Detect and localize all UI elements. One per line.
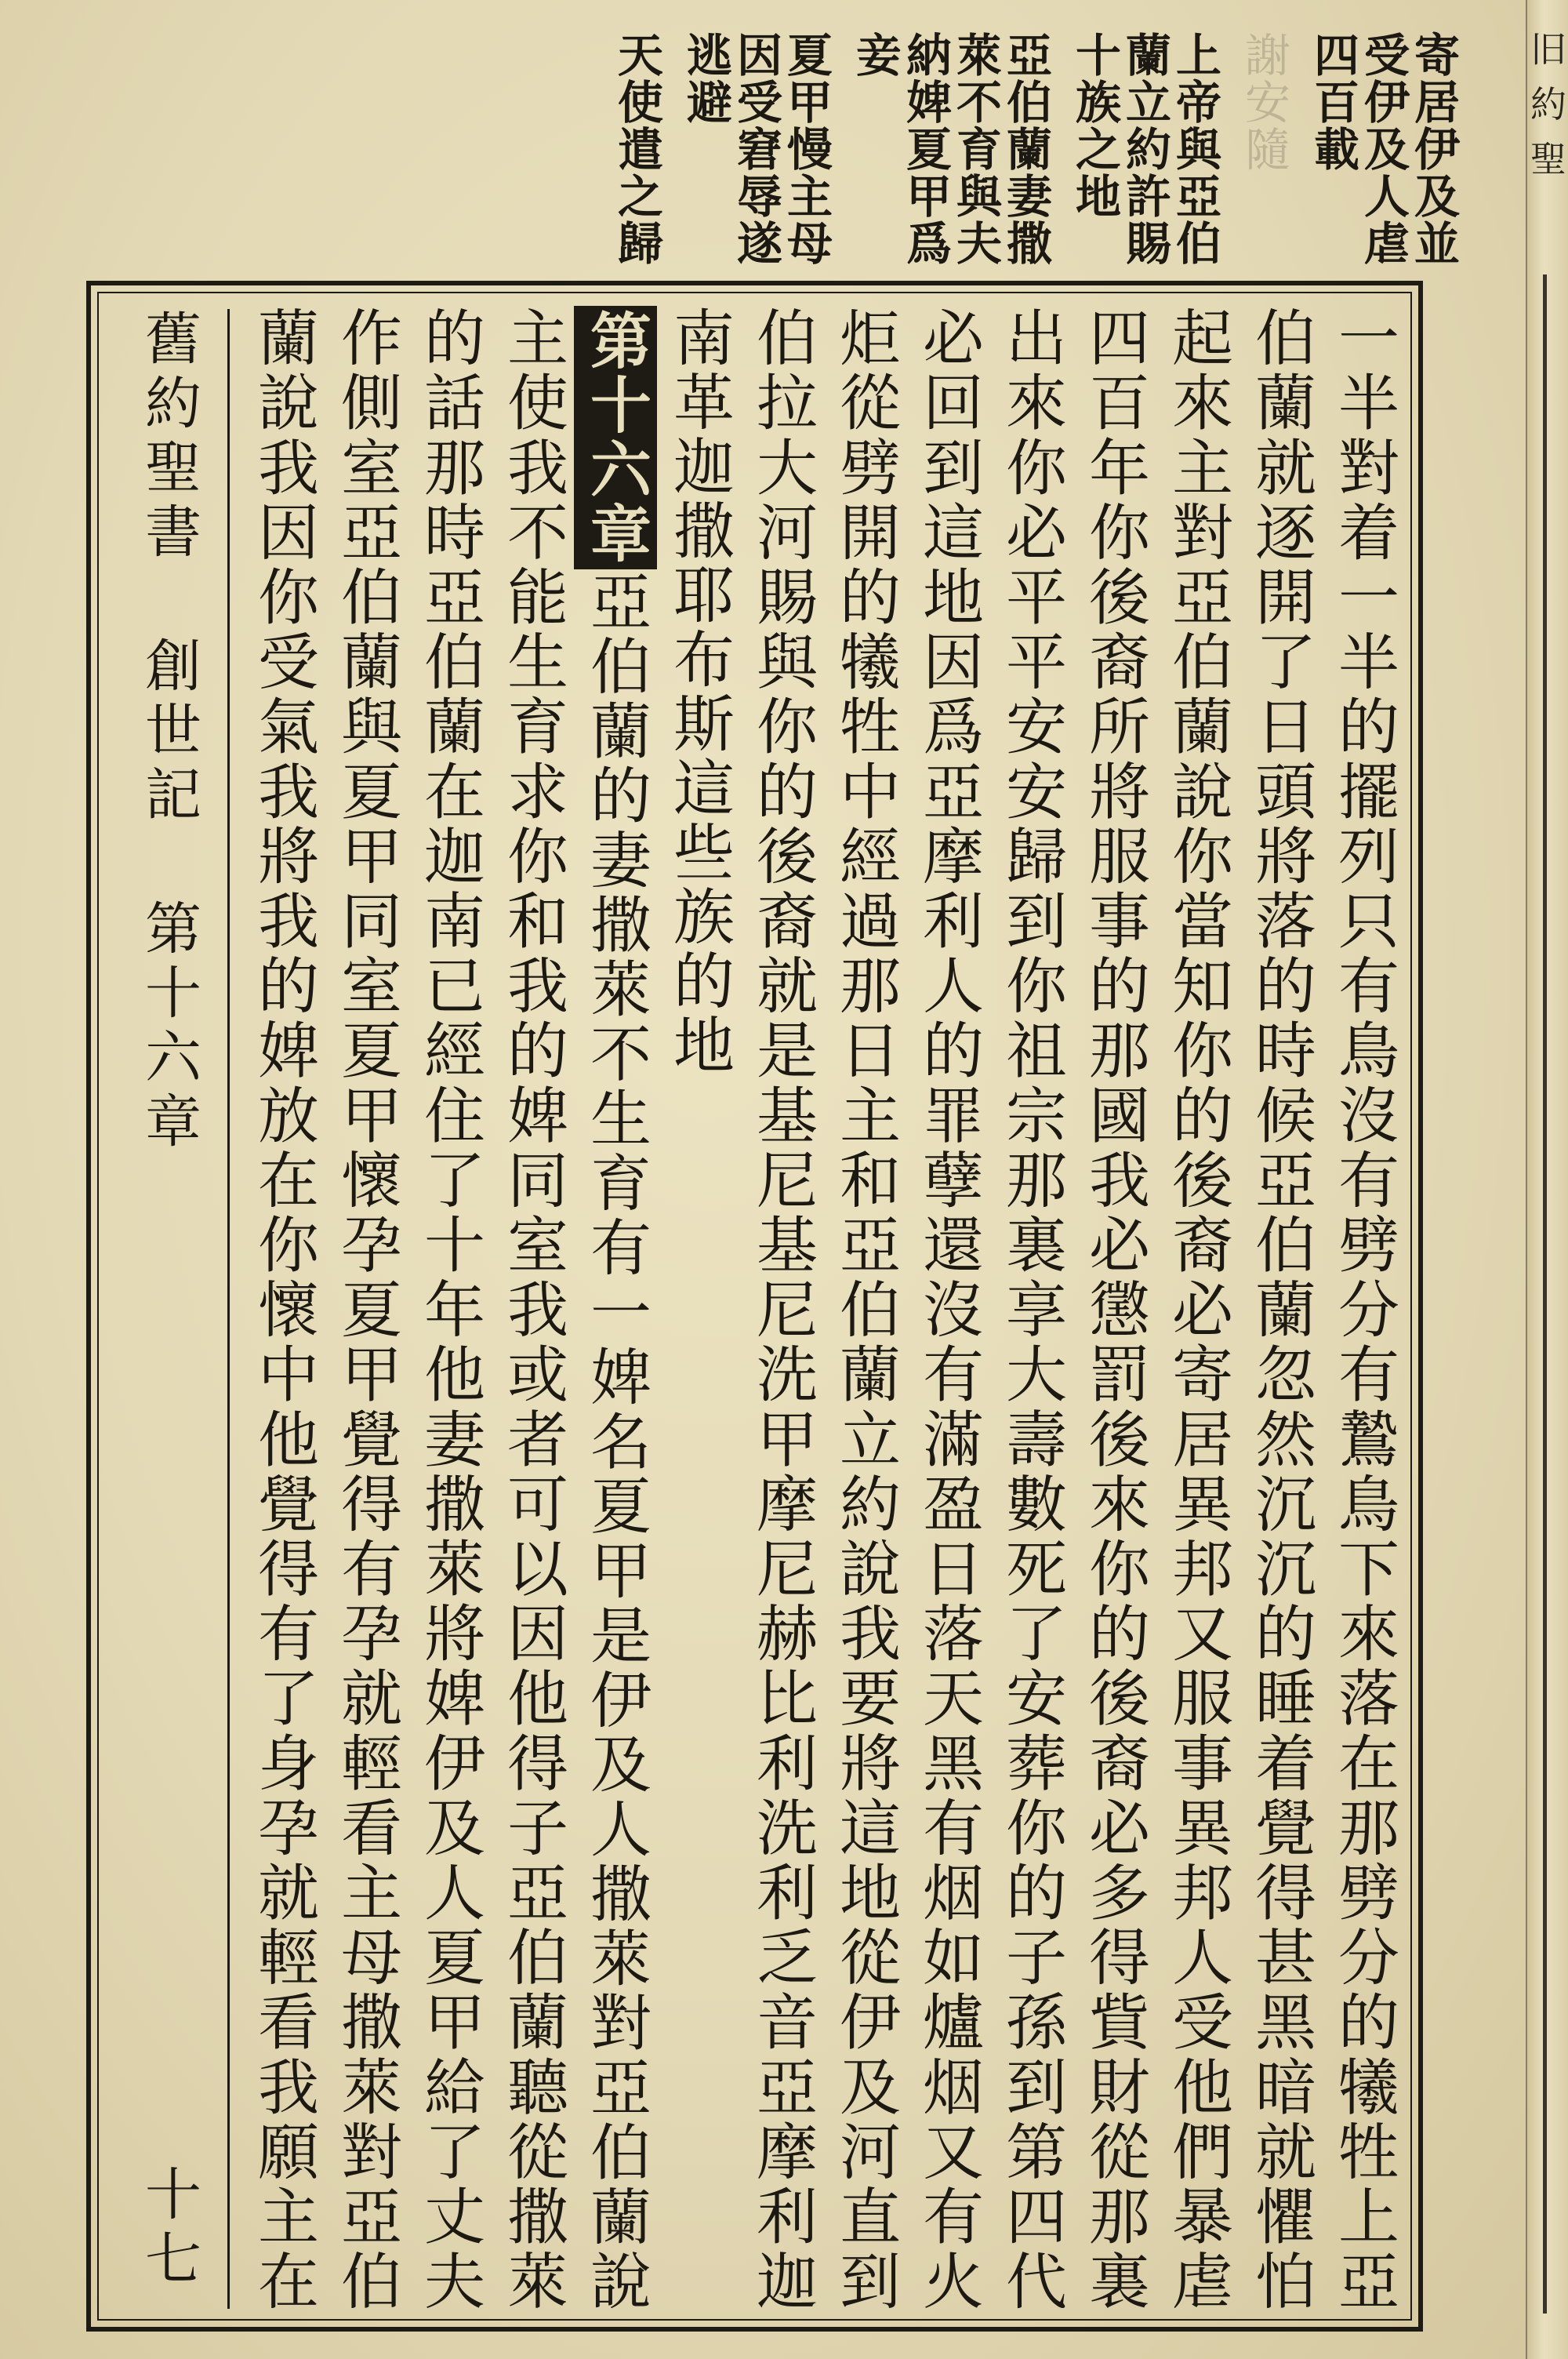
book-title: 舊約聖書 — [136, 309, 201, 566]
chapter-heading: 第十六章 — [574, 306, 657, 569]
book-name: 創世記 — [136, 635, 201, 829]
side-note-4: 亞伯蘭妻撒萊不育與夫納婢夏甲爲妾 — [848, 31, 1052, 267]
main-text-frame — [86, 281, 1423, 2332]
side-note-1: 寄居伊及並受伊及人虐四百載 — [1306, 31, 1460, 267]
chapter-label: 第十六章 — [136, 898, 201, 1156]
edge-glyph-1: 旧 — [1530, 28, 1566, 71]
adjacent-page-edge — [1526, 0, 1568, 2359]
side-notes — [157, 31, 1458, 282]
page-number: 十七 — [136, 2165, 201, 2293]
side-note-2: 謝安隨 — [1237, 31, 1290, 173]
edge-rule — [1543, 274, 1547, 2314]
paragraph-genesis-16: 亞伯蘭的妻撒萊不生育有一婢名夏甲是伊及人撒萊對亞伯蘭說主使我不能生育求你和我的婢同室我或者可以因他得子亞伯蘭聽從撒萊的話那時亞伯蘭在迦南已經住了十年他妻撒萊將婢伊及人夏甲給了丈夫作側室亞伯蘭與夏甲同室夏甲懷孕夏甲覺得有孕就輕看主母撒萊對亞伯蘭說我因你受氣我將我的婢放在你懷中他覺得有了身孕就輕看我願主在 — [248, 306, 651, 2314]
edge-glyph-3: 聖 — [1530, 138, 1566, 180]
side-note-3: 上帝與亞伯蘭立約許賜十族之地 — [1068, 31, 1221, 267]
side-note-5: 夏甲慢主母因受窘辱遂逃避 — [679, 31, 833, 267]
edge-glyph-2: 約 — [1530, 83, 1566, 125]
body-text — [237, 306, 1405, 2314]
side-note-6: 天使遣之歸 — [610, 31, 663, 267]
running-footer — [110, 309, 230, 2309]
paragraph-genesis-15: 一半對着一半的擺列只有鳥沒有劈分有鷙鳥下來落在那劈分的犧牲上亞伯蘭就逐開了日頭將落的時候亞伯蘭忽然沉沉的睡着覺得甚黑暗就懼怕起來主對亞伯蘭說你當知你的後裔必寄居異邦又服事異邦人受他們暴虐四百年你後裔所將服事的那國我必懲罰後來你的後裔必多得貲財從那裏出來你必平平安安歸到你祖宗那裏享大壽數死了安葬你的子孫到第四代必回到這地因爲亞摩利人的罪孽還沒有滿盈日落天黑有烟如爐烟又有火炬從劈開的犧牲中經過那日主和亞伯蘭立約說我要將這地從伊及河直到伯拉大河賜與你的後裔就是基尼基尼洗甲摩尼赫比利洗利乏音亞摩利迦南革迦撒耶布斯這些族的地 — [663, 306, 1399, 2314]
